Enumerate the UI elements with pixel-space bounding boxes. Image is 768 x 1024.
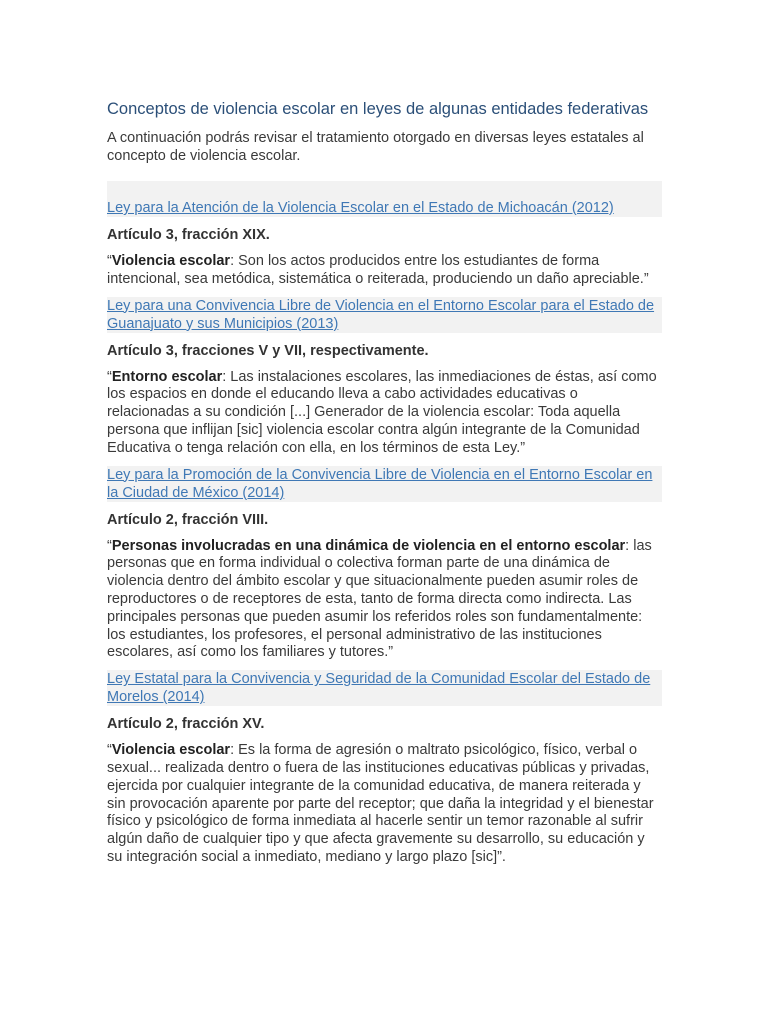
article-reference: Artículo 2, fracción VIII. [107, 511, 269, 528]
article-reference: Artículo 2, fracción XV. [107, 716, 265, 733]
law-link-michoacan[interactable]: Ley para la Atención de la Violencia Escolar en el Estado de Michoacán (2012) [107, 181, 662, 217]
law-quote [107, 253, 662, 289]
law-link-guanajuato[interactable]: Ley para una Convivencia Libre de Violencia en el Entorno Escolar para el Estado de Guanajuato y sus Municipios (2013) [107, 297, 662, 333]
definition-text: : Son los actos producidos entre los estudiantes de forma intencional, sea metódica, sistemática o reiterada, produciendo un daño apreciable.” [107, 253, 649, 287]
defined-term: Entorno escolar [111, 368, 223, 385]
definition-text: : Las instalaciones escolares, las inmediaciones de éstas, así como los espacios en donde el educando lleva a cabo actividades educativas o relacionadas a su condición [...] Generador de la violencia escolar: Toda aquella persona que inflijan [sic] violencia escolar contra algún integrante de la Comunidad Educativa o tenga relación con ella, en los términos de esta Ley.” [107, 368, 657, 456]
quote-mark: “ [107, 368, 112, 385]
quote-mark: “ [107, 742, 112, 759]
law-link-cdmx[interactable]: Ley para la Promoción de la Convivencia Libre de Violencia en el Entorno Escolar en la Ciudad de México (2014) [107, 466, 662, 502]
definition-text: : Es la forma de agresión o maltrato psicológico, físico, verbal o sexual... realizada dentro o fuera de las instituciones educativas públicas y privadas, ejercida por cualquier integrante de la comunidad educativa, de manera reiterada y sin provocación aparente por parte del receptor; que daña la integridad y el bienestar físico y psicológico de forma inmediata al hacerle sentir un temor razonable al sufrir algún daño de cualquier tipo y que afecta gravemente su desarrollo, su educación y su integración social a inmediato, mediano y largo plazo [sic]”. [107, 742, 654, 865]
quote-mark: “ [107, 537, 112, 554]
article-reference: Artículo 3, fracciones V y VII, respectivamente. [107, 342, 429, 359]
quote-mark: “ [107, 253, 112, 269]
law-quote [107, 742, 662, 867]
law-quote [107, 538, 662, 663]
defined-term: Violencia escolar [111, 742, 231, 759]
article-reference: Artículo 3, fracción XIX. [107, 227, 270, 243]
defined-term: Personas involucradas en una dinámica de violencia en el entorno escolar [111, 537, 626, 554]
defined-term: Violencia escolar [111, 253, 231, 269]
law-link-morelos[interactable]: Ley Estatal para la Convivencia y Seguridad de la Comunidad Escolar del Estado de Morelos (2014) [107, 670, 662, 706]
law-quote [107, 369, 662, 458]
intro-paragraph: A continuación podrás revisar el tratamiento otorgado en diversas leyes estatales al concepto de violencia escolar. [107, 130, 644, 164]
definition-text: : las personas que en forma individual o colectiva forman parte de una dinámica de violencia dentro del ámbito escolar y que situacionalmente pueden asumir roles de reproductores o de receptores de esta, tanto de forma directa como indirecta. Las principales personas que pueden asumir los referidos roles son fundamentalmente: los estudiantes, los profesores, el personal administrativo de las instituciones escolares, así como los familiares y tutores.” [107, 537, 652, 661]
page-title: Conceptos de violencia escolar en leyes de algunas entidades federativas [107, 100, 649, 118]
